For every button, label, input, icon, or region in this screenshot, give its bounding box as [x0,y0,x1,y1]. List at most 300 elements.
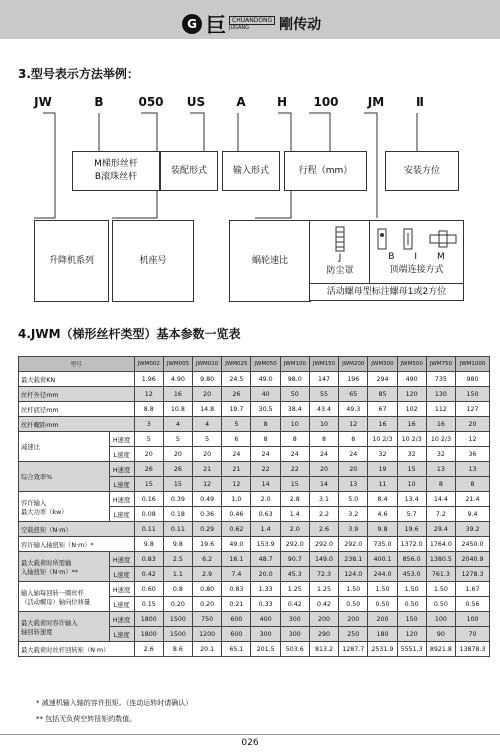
table-cell: 24 [309,447,338,462]
table-cell: 32 [368,447,397,462]
table-cell: 20 [163,447,192,462]
logo-mark: G [182,14,202,34]
table-cell: 8921.8 [426,642,455,657]
table-cell: 2.0 [280,522,309,537]
table-row [19,432,490,447]
speed-label: H速度 [109,552,134,567]
table-cell: 98.0 [280,372,309,387]
screw-type-box: M梯形丝杆 B滚珠丝杆 [72,151,160,191]
table-cell: 1.50 [426,582,455,597]
table-cell: 2.6 [309,522,338,537]
table-cell: 16 [163,387,192,402]
table-cell: 761.3 [426,567,455,582]
logo-text-cn2: 剛传动 [279,16,322,33]
table-cell: 8.8 [134,402,163,417]
table-header-row [19,357,490,372]
page-number: 026 [241,738,259,748]
table-cell: 102 [397,402,426,417]
table-cell: 26 [222,387,251,402]
table-cell: 49.3 [339,402,368,417]
table-cell: 9.8 [134,537,163,552]
speed-label: H速度 [109,612,134,627]
table-cell: 244.0 [368,567,397,582]
table-cell: 19.7 [222,402,251,417]
table-cell: 9.4 [456,507,490,522]
parameter-table [18,356,490,657]
table-cell: 13 [426,462,455,477]
table-cell: 90.7 [280,552,309,567]
table-cell: 5551.3 [397,642,426,657]
model-code-part: B [94,95,104,109]
table-cell: 200 [368,612,397,627]
table-cell: 1.25 [280,582,309,597]
table-cell: 0.80 [193,582,222,597]
assembly-type-box: 装配形式 [160,151,218,191]
table-cell: 13.4 [397,492,426,507]
table-cell: 490 [397,372,426,387]
model-code-part: JW [34,95,52,109]
table-cell: 12 [134,387,163,402]
row-label: 丝杆底径mm [19,402,135,417]
table-cell: 300 [280,627,309,642]
table-cell: 735.0 [368,537,397,552]
table-cell: 0.42 [134,567,163,582]
table-cell: 201.5 [251,642,280,657]
table-cell: 20 [456,417,490,432]
header-model: JWM002 [134,357,163,372]
header-model: JWM500 [397,357,426,372]
table-cell: 813.2 [309,642,338,657]
table-cell: 0.08 [134,507,163,522]
table-cell: 1.50 [339,582,368,597]
table-cell: 22 [251,462,280,477]
table-cell: 2.5 [163,552,192,567]
table-cell: 48.7 [251,552,280,567]
table-cell: 0.33 [251,597,280,612]
header-model: JWM150 [309,357,338,372]
row-label: 最大载荷时丝杆回转矩（N·m） [19,642,135,657]
header-model: JWM005 [163,357,192,372]
table-cell: 19 [368,462,397,477]
table-row [19,642,490,657]
table-cell: 453.0 [397,567,426,582]
table-cell: 70 [456,627,490,642]
table-cell: 22 [280,462,309,477]
table-cell: 5 [193,432,222,447]
table-cell: 120 [397,387,426,402]
table-cell: 3 [134,417,163,432]
table-row [19,387,490,402]
table-cell: 300 [251,627,280,642]
speed-label: H速度 [109,582,134,597]
table-row [19,402,490,417]
table-cell: 16 [397,417,426,432]
section-3-title: 3.型号表示方法举例： [18,67,139,81]
table-cell: 14.8 [193,402,222,417]
table-cell: 20.1 [193,642,222,657]
table-cell: 2.8 [280,492,309,507]
table-cell: 200 [339,612,368,627]
table-cell: 12 [193,477,222,492]
table-cell: 292.0 [280,537,309,552]
table-cell: 1.33 [251,582,280,597]
table-cell: 127 [456,402,490,417]
table-cell: 0.46 [222,507,251,522]
table-cell: 39.2 [456,522,490,537]
table-cell: 120 [397,627,426,642]
table-cell: 735 [426,372,455,387]
table-cell: 0.49 [193,492,222,507]
table-cell: 12 [456,432,490,447]
table-cell: 856.0 [397,552,426,567]
table-cell: 1287.7 [339,642,368,657]
table-cell: 292.0 [309,537,338,552]
header-model: JWM750 [426,357,455,372]
speed-label: L速度 [109,627,134,642]
table-cell: 5 [134,432,163,447]
table-cell: 7.2 [426,507,455,522]
table-cell: 290 [309,627,338,642]
table-cell: 0.62 [222,522,251,537]
table-cell: 6 [222,432,251,447]
table-cell: 21.4 [456,492,490,507]
table-cell: 14.4 [426,492,455,507]
table-cell: 0.56 [456,597,490,612]
table-cell: 24 [222,447,251,462]
table-cell: 1278.3 [456,567,490,582]
table-cell: 4.6 [368,507,397,522]
table-cell: 13878.3 [456,642,490,657]
table-cell: 9.8 [163,537,192,552]
speed-label: L速度 [109,477,134,492]
model-code-part: 050 [138,95,164,109]
table-cell: 0.50 [339,597,368,612]
model-code-part: JM [367,95,385,109]
table-cell: 13 [339,477,368,492]
table-cell: 1.67 [456,582,490,597]
table-cell: 10 [309,417,338,432]
table-cell: 38.4 [280,402,309,417]
table-cell: 12 [339,417,368,432]
table-cell: 26 [163,462,192,477]
table-cell: 0.36 [193,507,222,522]
mount-orientation-box: 安装方位 [385,151,459,191]
header-label: 型号 [19,357,135,372]
table-cell: 2.0 [251,492,280,507]
table-cell: 150 [397,612,426,627]
table-row [19,462,490,477]
table-cell: 5 [163,432,192,447]
table-cell: 294 [368,372,397,387]
series-box: 升降机系列 [34,220,109,302]
top-connection-i-icon [402,227,414,251]
table-cell: 16.1 [222,552,251,567]
table-cell: 14 [251,477,280,492]
table-row [19,552,490,567]
table-cell: 19.6 [397,522,426,537]
table-cell: 20 [339,462,368,477]
table-cell: 3.9 [339,522,368,537]
table-cell: 1380.5 [426,552,455,567]
section-4-title: 4.JWM（梯形丝杆类型）基本参数一览表 [18,327,241,341]
speed-label: H速度 [109,492,134,507]
table-cell: 10 2/3 [397,432,426,447]
table-cell: 0.50 [368,597,397,612]
table-cell: 8 [251,417,280,432]
table-cell: 2.9 [193,567,222,582]
table-cell: 67 [368,402,397,417]
table-cell: 6.2 [193,552,222,567]
table-cell: 0.50 [397,597,426,612]
table-cell: 36 [456,447,490,462]
table-cell: 1500 [163,612,192,627]
table-cell: 149.0 [309,552,338,567]
model-code-part: Ⅱ [416,95,424,109]
table-cell: 65.1 [222,642,251,657]
logo-text-cn: 巨 [206,13,226,37]
table-cell: 1372.0 [397,537,426,552]
table-cell: 0.15 [134,597,163,612]
speed-label: L速度 [109,567,134,582]
table-cell: 10 [397,477,426,492]
table-cell: 1764.0 [426,537,455,552]
table-cell: 0.8 [163,582,192,597]
table-cell: 30.5 [251,402,280,417]
table-cell: 0.42 [309,597,338,612]
table-cell: 503.6 [280,642,309,657]
row-label: 容许输入 最大功率（kw） [19,492,110,522]
dust-cover-icon [333,226,347,252]
table-cell: 4 [193,417,222,432]
table-cell: 15 [397,462,426,477]
top-connection-b-icon [376,227,388,251]
table-cell: 196 [339,372,368,387]
table-cell: 26 [134,462,163,477]
table-cell: 20 [193,447,222,462]
table-cell: 45.3 [280,567,309,582]
model-code-part: 100 [313,95,339,109]
table-cell: 10.8 [163,402,192,417]
dust-cover-box: J 防尘罩 [309,220,371,284]
table-cell: 1800 [134,627,163,642]
speed-label: L速度 [109,447,134,462]
table-cell: 20 [309,462,338,477]
table-cell: 20 [134,447,163,462]
table-cell: 15 [280,477,309,492]
table-cell: 55 [309,387,338,402]
table-cell: 32 [426,447,455,462]
table-cell: 130 [426,387,455,402]
table-row [19,492,490,507]
table-cell: 0.11 [134,522,163,537]
table-cell: 0.83 [134,552,163,567]
table-cell: 0.39 [163,492,192,507]
table-cell: 12 [222,477,251,492]
table-cell: 9.8 [368,522,397,537]
table-cell: 15 [134,477,163,492]
table-cell: 112 [426,402,455,417]
header-model: JWM025 [222,357,251,372]
table-cell: 100 [426,612,455,627]
model-code-part: H [276,95,288,109]
nut-orientation-note: 活动螺母型标注螺母1或2方位 [309,283,464,301]
table-cell: 292.0 [339,537,368,552]
table-cell: 10 [280,417,309,432]
table-cell: 9.80 [193,372,222,387]
table-cell: 13 [456,462,490,477]
table-cell: 8.4 [368,492,397,507]
base-size-box: 机座号 [112,220,194,302]
table-cell: 0.83 [222,582,251,597]
table-cell: 1200 [193,627,222,642]
table-cell: 1.4 [251,522,280,537]
top-connection-m-icon [428,227,458,251]
table-cell: 8.6 [163,642,192,657]
table-cell: 0.42 [280,597,309,612]
table-cell: 153.9 [251,537,280,552]
row-label: 容许输入轴扭矩（N·m）* [19,537,135,552]
row-label: 丝杆螺距mm [19,417,135,432]
speed-label: H速度 [109,462,134,477]
table-row [19,522,490,537]
table-row [19,537,490,552]
table-cell: 0.63 [251,507,280,522]
table-cell: 0.16 [134,492,163,507]
table-cell: 3.2 [339,507,368,522]
row-label: 空载扭矩（N·m） [19,522,135,537]
row-label: 输入轴每回转一圈丝杆 （活动螺母）轴向位移量 [19,582,110,612]
table-cell: 11 [368,477,397,492]
input-type-box: 输入形式 [222,151,280,191]
table-cell: 750 [193,612,222,627]
table-cell: 21 [222,462,251,477]
table-cell: 1.50 [397,582,426,597]
table-cell: 980 [456,372,490,387]
table-cell: 43.4 [309,402,338,417]
table-cell: 21 [193,462,222,477]
table-cell: 49.0 [251,372,280,387]
table-cell: 300 [280,612,309,627]
table-cell: 72.3 [309,567,338,582]
table-cell: 2531.9 [368,642,397,657]
table-cell: 0.29 [193,522,222,537]
table-cell: 20 [193,387,222,402]
table-cell: 5.7 [397,507,426,522]
table-cell: 24 [339,447,368,462]
table-cell: 0.18 [163,507,192,522]
table-cell: 29.4 [426,522,455,537]
table-cell: 16 [426,417,455,432]
header-model: JWM200 [339,357,368,372]
model-code-part: US [186,95,206,109]
table-cell: 10 2/3 [368,432,397,447]
header-model: JWM050 [251,357,280,372]
header-model: JWM010 [193,357,222,372]
table-cell: 400.1 [368,552,397,567]
table-cell: 49.0 [222,537,251,552]
table-cell: 1.25 [309,582,338,597]
table-cell: 24 [251,447,280,462]
table-cell: 1.50 [368,582,397,597]
table-cell: 2.2 [309,507,338,522]
speed-label: L速度 [109,597,134,612]
footnote-1: * 减速机输入轴的容许扭矩。（连动运转时请确认） [36,699,193,707]
row-label: 最大载荷时容许输入 轴回转速度 [19,612,110,642]
row-label: 最大载荷KN [19,372,135,387]
table-cell: 1.1 [163,567,192,582]
footnote-2: ** 包括无负荷空转扭矩的数值。 [36,715,137,723]
table-cell: 15 [163,477,192,492]
logo-text-en: CHUANDONG JUGANG [229,16,275,32]
table-cell: 200 [309,612,338,627]
table-cell: 16 [368,417,397,432]
table-cell: 5 [222,417,251,432]
table-cell: 2450.0 [456,537,490,552]
table-cell: 8 [456,477,490,492]
table-cell: 8 [251,432,280,447]
row-label: 最大载荷时所需输 入轴扭矩（N·m）** [19,552,110,582]
table-cell: 0.50 [426,597,455,612]
table-cell: 14 [309,477,338,492]
table-cell: 7.4 [222,567,251,582]
table-cell: 50 [280,387,309,402]
table-cell: 4 [163,417,192,432]
table-cell: 600 [222,612,251,627]
table-cell: 0.21 [222,597,251,612]
table-cell: 1.0 [222,492,251,507]
table-cell: 1.96 [134,372,163,387]
stroke-box: 行程（mm） [284,151,367,191]
speed-label: L速度 [109,507,134,522]
table-cell: 85 [368,387,397,402]
table-row [19,417,490,432]
table-cell: 250 [339,627,368,642]
table-cell: 400 [251,612,280,627]
table-cell: 147 [309,372,338,387]
row-label: 减速比 [19,432,110,462]
table-cell: 238.1 [339,552,368,567]
table-cell: 1500 [163,627,192,642]
table-cell: 0.20 [193,597,222,612]
table-cell: 100 [456,612,490,627]
header-model: JWM300 [368,357,397,372]
table-cell: 8 [309,432,338,447]
table-cell: 3.1 [309,492,338,507]
top-connection-box: B I M 顶端连接方式 [369,220,464,284]
table-cell: 10 2/3 [426,432,455,447]
table-row [19,612,490,627]
header-model: JWM100 [280,357,309,372]
table-cell: 20.0 [251,567,280,582]
table-cell: 8 [339,432,368,447]
table-cell: 600 [222,627,251,642]
table-cell: 24 [280,447,309,462]
table-cell: 32 [397,447,426,462]
table-cell: 0.60 [134,582,163,597]
table-cell: 2040.9 [456,552,490,567]
table-row [19,582,490,597]
table-row [19,372,490,387]
worm-ratio-box: 蜗轮速比 [229,220,311,302]
row-label: 丝杆外径mm [19,387,135,402]
speed-label: H速度 [109,432,134,447]
model-code-part: A [236,95,246,109]
table-cell: 0.11 [163,522,192,537]
table-cell: 1800 [134,612,163,627]
table-cell: 8 [280,432,309,447]
table-cell: 8 [426,477,455,492]
table-cell: 0.20 [163,597,192,612]
